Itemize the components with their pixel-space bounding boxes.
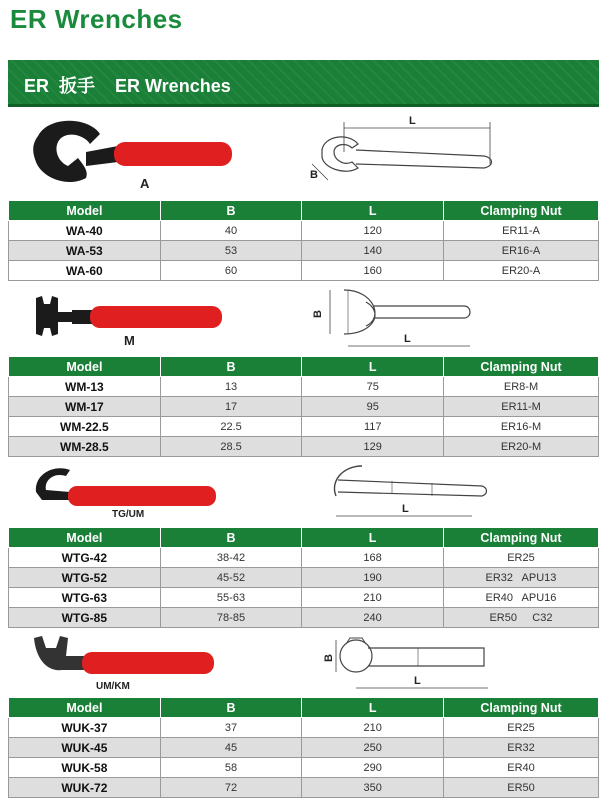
table-row	[9, 778, 599, 798]
cell-b: 17	[160, 397, 302, 417]
wrench-uk-label: UM/KM	[96, 681, 130, 692]
cell-nut: ER20-A	[444, 261, 599, 281]
header-model: Model	[9, 698, 161, 718]
wrench-tg-diagram	[322, 462, 492, 527]
cell-l: 250	[302, 738, 444, 758]
table-header	[9, 357, 599, 377]
cell-nut: ER8-M	[444, 377, 599, 397]
cell-model: WM-17	[9, 397, 161, 417]
cell-model: WA-40	[9, 221, 161, 241]
svg-text:L: L	[409, 115, 416, 127]
table-row	[9, 738, 599, 758]
page-title: ER Wrenches	[10, 4, 183, 34]
cell-l: 210	[302, 718, 444, 738]
spec-table-uk	[8, 697, 599, 798]
cell-nut: ER11-M	[444, 397, 599, 417]
header-clamping-nut: Clamping Nut	[443, 528, 598, 548]
table-row	[9, 417, 599, 437]
cell-model: WTG-42	[9, 548, 161, 568]
banner-title: ER 扳手 ER Wrenches	[24, 76, 231, 96]
cell-model: WM-28.5	[9, 437, 161, 457]
wrench-a-photo	[28, 116, 238, 191]
cell-model: WUK-37	[9, 718, 161, 738]
cell-nut: ER20-M	[444, 437, 599, 457]
cell-l: 160	[302, 261, 444, 281]
table-row	[9, 241, 599, 261]
cell-model: WTG-63	[9, 588, 161, 608]
cell-model: WA-53	[9, 241, 161, 261]
svg-text:L: L	[414, 675, 421, 687]
cell-b: 72	[160, 778, 302, 798]
wrench-tg-label: TG/UM	[112, 509, 145, 520]
table-row	[9, 397, 599, 417]
cell-model: WTG-52	[9, 568, 161, 588]
header-clamping-nut: Clamping Nut	[444, 201, 599, 221]
cell-model: WA-60	[9, 261, 161, 281]
header-l: L	[302, 528, 444, 548]
wrench-uk-photo	[28, 630, 218, 687]
table-row	[9, 758, 599, 778]
header-b: B	[160, 357, 302, 377]
cell-l: 95	[302, 397, 444, 417]
cell-model: WTG-85	[9, 608, 161, 628]
spec-table-a	[8, 200, 599, 281]
cell-nut: ER16-A	[444, 241, 599, 261]
cell-nut: ER11-A	[444, 221, 599, 241]
table-header	[9, 698, 599, 718]
cell-nut: ER40	[444, 758, 599, 778]
svg-text:L: L	[404, 333, 411, 345]
table-header	[9, 528, 599, 548]
header-clamping-nut: Clamping Nut	[444, 357, 599, 377]
header-b: B	[160, 201, 302, 221]
cell-b: 13	[160, 377, 302, 397]
svg-text:B: B	[310, 169, 318, 181]
cell-l: 129	[302, 437, 444, 457]
wrench-m-label: M	[124, 333, 135, 348]
table-header	[9, 201, 599, 221]
header-b: B	[160, 698, 302, 718]
svg-text:B: B	[323, 654, 335, 662]
cell-nut: ER25	[444, 718, 599, 738]
spec-table-tg	[8, 527, 599, 628]
cell-b: 53	[160, 241, 302, 261]
cell-model: WM-13	[9, 377, 161, 397]
wrench-uk-diagram	[318, 634, 498, 699]
cell-l: 350	[302, 778, 444, 798]
table-row	[9, 588, 599, 608]
cell-nut: ER50 C32	[443, 608, 598, 628]
header-clamping-nut: Clamping Nut	[444, 698, 599, 718]
cell-b: 28.5	[160, 437, 302, 457]
svg-text:B: B	[312, 310, 324, 318]
cell-l: 210	[302, 588, 444, 608]
cell-nut: ER50	[444, 778, 599, 798]
cell-nut: ER32 APU13	[443, 568, 598, 588]
table-row	[9, 261, 599, 281]
table-row	[9, 718, 599, 738]
cell-b: 22.5	[160, 417, 302, 437]
cell-b: 55-63	[160, 588, 302, 608]
header-b: B	[160, 528, 302, 548]
cell-b: 58	[160, 758, 302, 778]
cell-b: 45-52	[160, 568, 302, 588]
table-row	[9, 221, 599, 241]
header-l: L	[302, 357, 444, 377]
cell-nut: ER16-M	[444, 417, 599, 437]
header-l: L	[302, 201, 444, 221]
cell-b: 37	[160, 718, 302, 738]
header-model: Model	[9, 201, 161, 221]
cell-l: 120	[302, 221, 444, 241]
cell-b: 40	[160, 221, 302, 241]
cell-model: WUK-72	[9, 778, 161, 798]
cell-model: WUK-45	[9, 738, 161, 758]
cell-l: 290	[302, 758, 444, 778]
table-row	[9, 377, 599, 397]
wrench-m-diagram	[304, 282, 484, 357]
cell-b: 60	[160, 261, 302, 281]
cell-l: 168	[302, 548, 444, 568]
cell-b: 38-42	[160, 548, 302, 568]
cell-nut: ER40 APU16	[443, 588, 598, 608]
cell-nut: ER32	[444, 738, 599, 758]
header-l: L	[302, 698, 444, 718]
table-row	[9, 608, 599, 628]
cell-l: 117	[302, 417, 444, 437]
table-row	[9, 548, 599, 568]
cell-l: 190	[302, 568, 444, 588]
cell-b: 45	[160, 738, 302, 758]
wrench-a-diagram	[304, 112, 504, 195]
header-model: Model	[9, 357, 161, 377]
wrench-a-label: A	[140, 176, 150, 191]
cell-l: 75	[302, 377, 444, 397]
cell-l: 140	[302, 241, 444, 261]
cell-model: WUK-58	[9, 758, 161, 778]
table-row	[9, 437, 599, 457]
cell-b: 78-85	[160, 608, 302, 628]
spec-table-m	[8, 356, 599, 457]
header-model: Model	[9, 528, 161, 548]
section-banner	[8, 60, 599, 107]
cell-model: WM-22.5	[9, 417, 161, 437]
cell-nut: ER25	[443, 548, 598, 568]
cell-l: 240	[302, 608, 444, 628]
table-row	[9, 568, 599, 588]
svg-text:L: L	[402, 503, 409, 515]
